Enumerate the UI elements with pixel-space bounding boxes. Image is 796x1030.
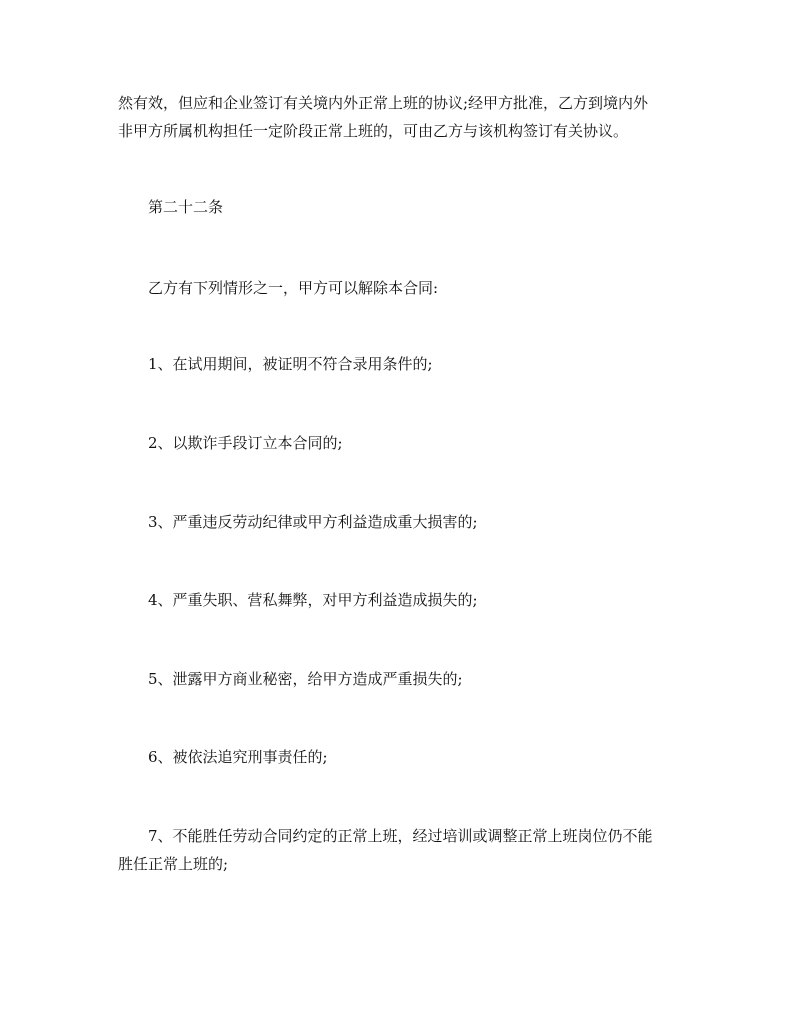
list-item-1: 1、在试用期间，被证明不符合录用条件的; <box>148 355 433 373</box>
list-item-2: 2、以欺诈手段订立本合同的; <box>148 434 343 452</box>
list-item-7-line-2: 胜任正常上班的; <box>118 855 229 873</box>
list-item-6: 6、被依法追究刑事责任的; <box>148 748 328 766</box>
list-item-7-line-1: 7、不能胜任劳动合同约定的正常上班，经过培训或调整正常上班岗位仍不能 <box>148 827 653 845</box>
continuation-line-2: 非甲方所属机构担任一定阶段正常上班的，可由乙方与该机构签订有关协议。 <box>118 122 629 140</box>
article-title: 第二十二条 <box>148 198 224 216</box>
article-intro: 乙方有下列情形之一，甲方可以解除本合同: <box>148 279 439 297</box>
list-item-5: 5、泄露甲方商业秘密，给甲方造成严重损失的; <box>148 670 463 688</box>
list-item-3: 3、严重违反劳动纪律或甲方利益造成重大损害的; <box>148 513 478 531</box>
list-item-4: 4、严重失职、营私舞弊，对甲方利益造成损失的; <box>148 591 478 609</box>
continuation-line-1: 然有效，但应和企业签订有关境内外正常上班的协议;经甲方批准，乙方到境内外 <box>118 94 649 112</box>
